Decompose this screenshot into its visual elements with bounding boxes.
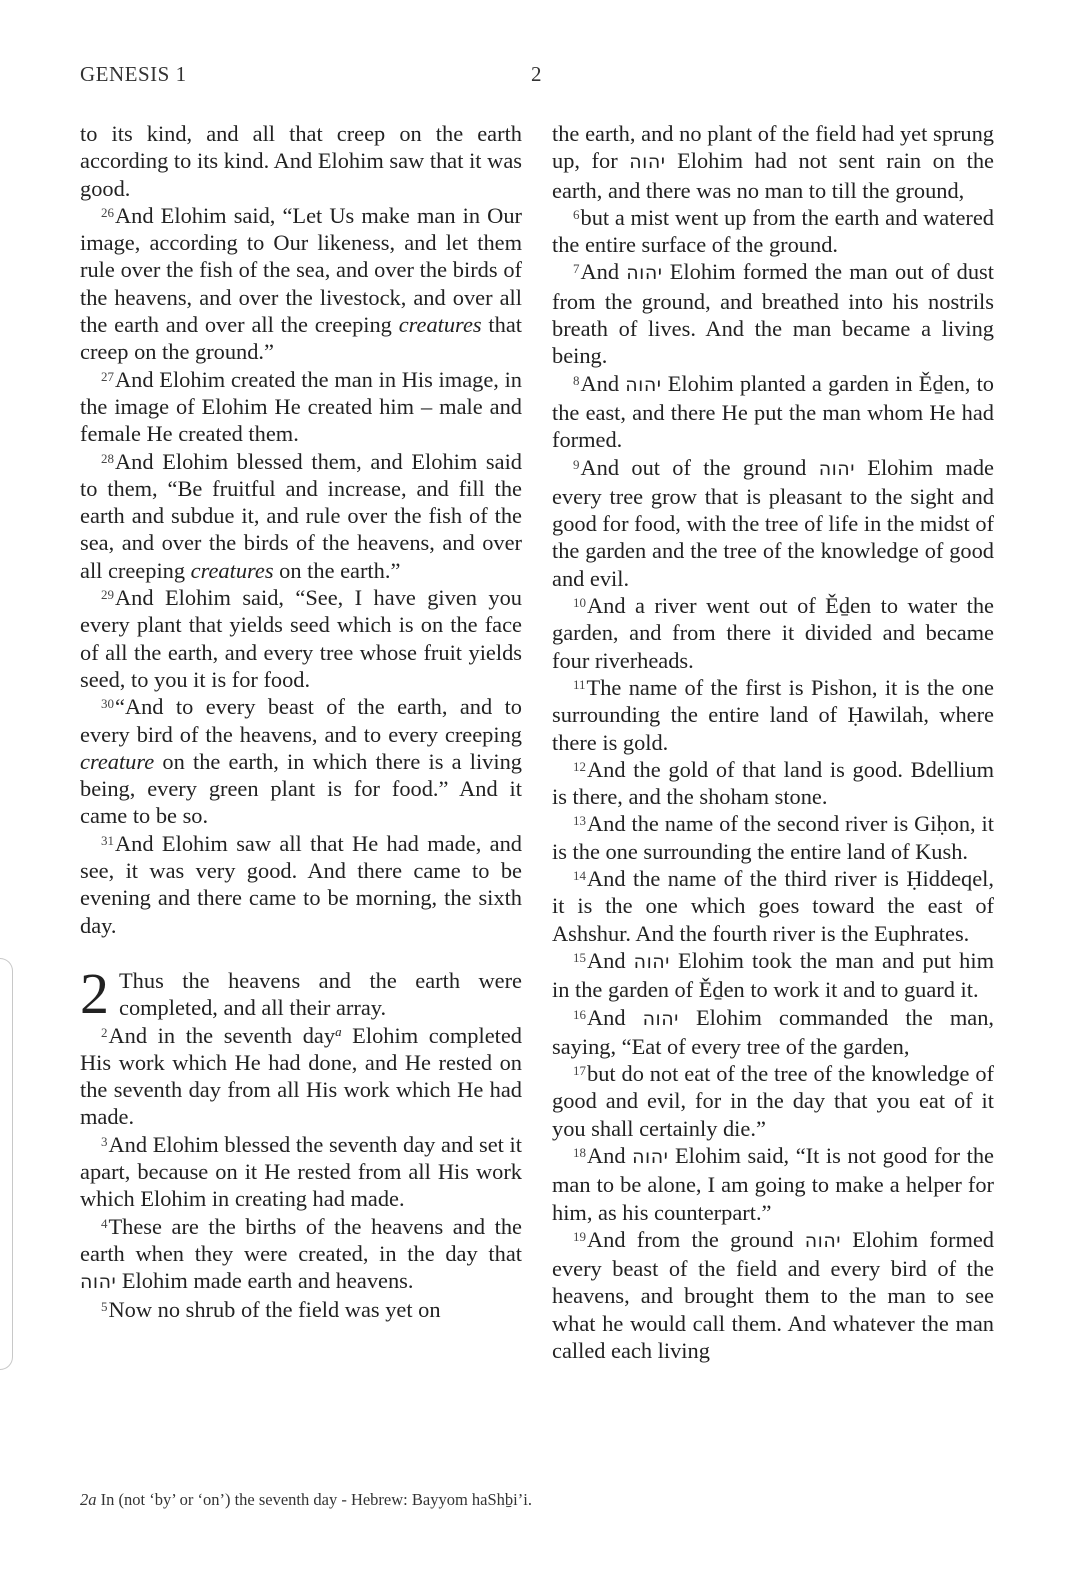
verse-10: $^{10}$And a river went out of Ěḏen to water the garden, and from there it divided and became four riverheads. [552,593,994,673]
verse-number: 17 [573,1063,586,1079]
verse-number: 27 [101,368,114,384]
verse-26: $^{26}$And Elohim said, “Let Us make man in Our image, according to Our likeness, and let them rule over the fish of the sea, and over the birds of the heavens, and over the livestock, and over all the earth and over all the creeping creatures that creep on the ground.” [80,202,522,365]
chapter-2-start [80,960,522,1026]
verse-29: $^{29}$And Elohim said, “See, I have given you every plant that yields seed which is on the face of all the earth, and every tree whose fruit yields seed, to you it is for food. [80,585,522,692]
verse-number: 2 [101,1024,108,1040]
verse-number: 18 [573,1144,586,1160]
footnote-marker[interactable]: a [335,1023,342,1039]
verse-number: 13 [573,813,586,829]
page-edge-curl [0,958,13,1370]
verse-number: 3 [101,1133,108,1149]
verse-17: $^{17}$but do not eat of the tree of the knowledge of good and evil, for in the day that you eat of it you shall certainly die.” [552,1061,994,1141]
verse-number: 16 [573,1006,586,1022]
verse-number: 9 [573,456,580,472]
footnote-label: 2a [80,1490,97,1509]
left-column [80,120,522,1324]
verse-number: 15 [573,949,586,965]
divine-name: יהוה [818,457,855,480]
verse-7: $^7$And יהוה Elohim formed the man out of dust from the ground, and breathed into his nostrils breath of lives. And the man became a living being. [552,259,994,369]
verse-9: $^9$And out of the ground יהוה Elohim made every tree grow that is pleasant to the sight and good for food, with the tree of life in the midst of the garden and the tree of the knowledge of good and evil. [552,454,994,591]
verse-number: 11 [573,676,586,692]
page-number: 2 [531,62,542,86]
paragraph-continuation: to its kind, and all that creep on the earth according to its kind. And Elohim saw that it was good. [80,121,522,201]
verse-30: $^{30}$“And to every beast of the earth, and to every bird of the heavens, and to every creeping creature on the earth, in which there is a living being, every green plant is for food.” And it came to be so. [80,694,522,829]
verse-number: 31 [101,832,114,848]
verse-number: 5 [101,1299,108,1315]
divine-name: יהוה [632,1145,669,1168]
paragraph-continuation: the earth, and no plant of the field had yet sprung up, for יהוה Elohim had not sent rain on the earth, and there was no man to till the ground, [552,121,994,203]
page-header [80,62,980,92]
verse-13: $^{13}$And the name of the second river is Giḥon, it is the one surrounding the entire land of Kush. [552,811,994,864]
footnote-text: In (not ‘by’ or ‘on’) the seventh day - Hebrew: Bayyom haShḇi’i. [96,1490,532,1509]
chapter-2-verse-2: $^2$And in the seventh day$^a$ Elohim completed His work which He had done, and He rested on the seventh day from all His work which He had made. [80,1022,522,1130]
divine-name: יהוה [629,151,666,174]
chapter-2-verse-5: $^5$Now no shrub of the field was yet on [101,1297,441,1323]
divine-name: יהוה [633,950,670,973]
verse-6: $^6$but a mist went up from the earth and watered the entire surface of the ground. [552,204,994,258]
verse-number: 8 [573,372,580,388]
divine-name: יהוה [642,1007,679,1030]
verse-14: $^{14}$And the name of the third river is Ḥiddeqel, it is the one which goes toward the east of Ashshur. And the fourth river is the Euphrates. [552,866,994,946]
chapter-2-verse-1: Thus the heavens and the earth were completed, and all their array. [119,967,522,1021]
verse-number: 12 [573,758,586,774]
verse-18: $^{18}$And יהוה Elohim said, “It is not good for the man to be alone, I am going to make a helper for him, as his counterpart.” [552,1142,994,1225]
divine-name: יהוה [804,1229,841,1252]
verse-8: $^8$And יהוה Elohim planted a garden in Ěḏen, to the east, and there He put the man whom He had formed. [552,370,994,453]
verse-number: 6 [573,206,580,222]
footnote [80,1490,980,1510]
right-column [552,120,994,1364]
verse-number: 26 [101,204,114,220]
divine-name: יהוה [80,1271,117,1294]
verse-27: $^{27}$And Elohim created the man in His image, in the image of Elohim He created him – male and female He created them. [80,366,522,447]
verse-28: $^{28}$And Elohim blessed them, and Elohim said to them, “Be fruitful and increase, and fill the earth and subdue it, and rule over the fish of the sea, and over the birds of the heavens, and over all creeping creatures on the earth.” [80,448,522,583]
divine-name: יהוה [626,262,663,285]
chapter-2-verse-4: $^4$These are the births of the heavens and the earth when they were created, in the day that יהוה Elohim made earth and heavens. [80,1213,522,1294]
verse-number: 10 [573,595,586,611]
divine-name: יהוה [625,373,662,396]
verse-31: $^{31}$And Elohim saw all that He had made, and see, it was very good. And there came to be evening and there came to be morning, the sixth day. [80,830,522,938]
verse-number: 28 [101,450,114,466]
verse-number: 19 [573,1228,586,1244]
verse-number: 14 [573,868,586,884]
chapter-number: 2 [80,960,109,1026]
verse-number: 4 [101,1215,108,1231]
verse-16: $^{16}$And יהוה Elohim commanded the man, saying, “Eat of every tree of the garden, [552,1004,994,1059]
verse-number: 7 [573,261,580,277]
verse-12: $^{12}$And the gold of that land is good. Bdellium is there, and the shoham stone. [552,756,994,810]
verse-number: 29 [101,587,114,603]
verse-15: $^{15}$And יהוה Elohim took the man and put him in the garden of Ěḏen to work it and to guard it. [552,947,994,1003]
verse-19: $^{19}$And from the ground יהוה Elohim formed every beast of the field and every bird of the heavens, and brought them to the man to see what he would call them. And whatever the man called each living [552,1226,995,1364]
running-head: GENESIS 1 [80,62,187,86]
verse-number: 30 [101,696,114,712]
verse-11: $^{11}$The name of the first is Pishon, it is the one surrounding the entire land of Ḥawilah, where there is gold. [552,674,994,755]
chapter-2-verse-3: $^3$And Elohim blessed the seventh day and set it apart, because on it He rested from all His work which Elohim in creating had made. [80,1131,522,1212]
